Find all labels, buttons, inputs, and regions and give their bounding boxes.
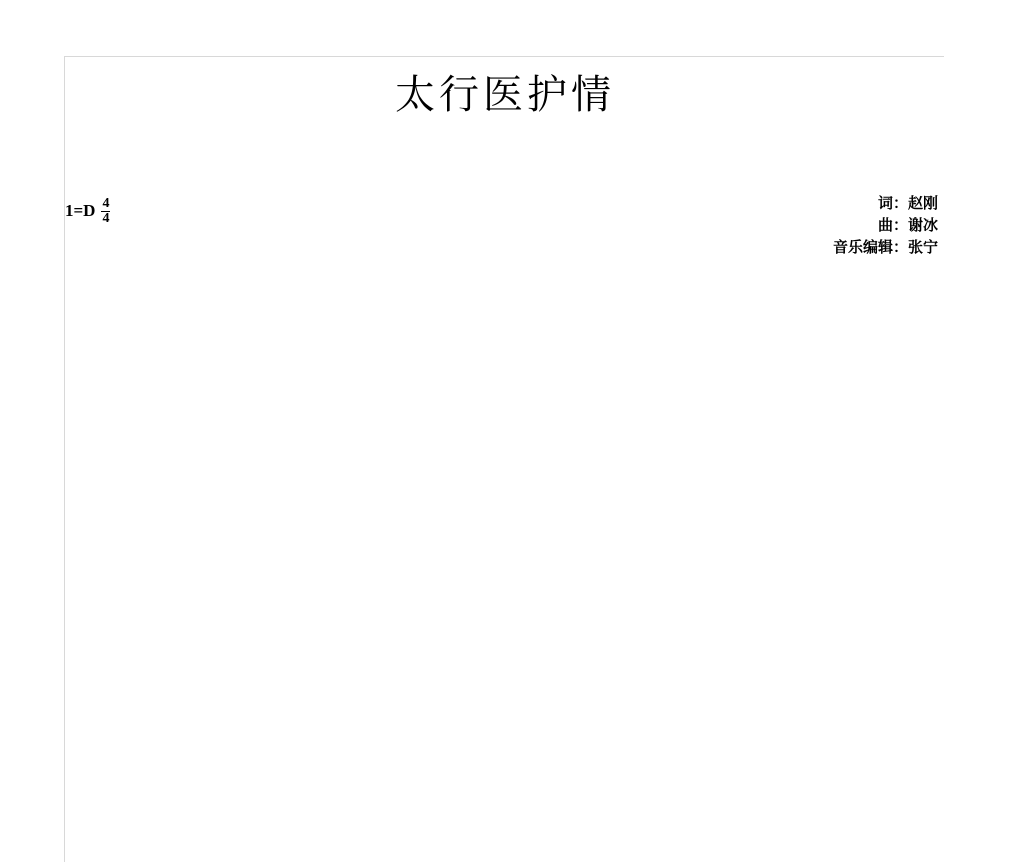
time-signature: [101, 197, 110, 226]
credits-block: [833, 193, 938, 258]
credit-composer: 曲：谢冰: [877, 215, 938, 234]
time-signature-denominator: 4: [102, 211, 110, 226]
sheet-music-page: [64, 56, 944, 862]
credit-music-editor: 音乐编辑：张宁: [832, 237, 938, 256]
page-title: 太行医护情: [395, 72, 615, 118]
credit-lyricist: 词：赵刚: [877, 194, 938, 212]
time-signature-numerator: 4: [102, 196, 110, 211]
key-signature: [65, 196, 110, 225]
key-signature-text: 1=D: [65, 200, 96, 220]
